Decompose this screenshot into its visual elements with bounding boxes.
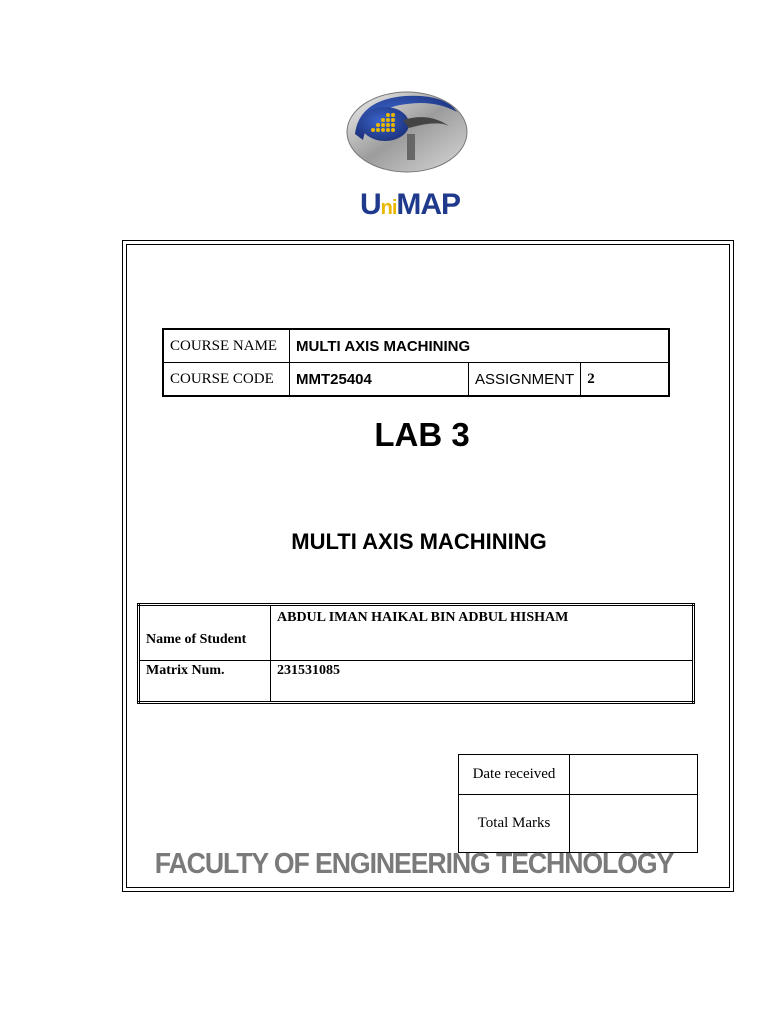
course-code-label: COURSE CODE (163, 363, 290, 397)
student-info-table (137, 603, 695, 704)
student-name-value: ABDUL IMAN HAIKAL BIN ADBUL HISHAM (271, 605, 694, 661)
faculty-name: FACULTY OF ENGINEERING TECHNOLOGY (154, 848, 674, 880)
marks-table (458, 754, 698, 853)
course-name-label: COURSE NAME (163, 329, 290, 363)
student-name-label: Name of Student (139, 605, 271, 661)
course-name-value: MULTI AXIS MACHINING (290, 329, 670, 363)
date-received-label: Date received (459, 755, 570, 795)
date-received-value (570, 755, 698, 795)
matrix-num-label: Matrix Num. (139, 661, 271, 703)
matrix-num-value: 231531085 (271, 661, 694, 703)
assignment-value: 2 (581, 363, 669, 397)
subject-title: MULTI AXIS MACHINING (291, 529, 547, 554)
svg-text:UniMAP: UniMAP (359, 188, 461, 220)
assignment-label: ASSIGNMENT (469, 363, 581, 397)
course-info-table (162, 328, 670, 397)
total-marks-label: Total Marks (459, 795, 570, 853)
unimap-logo (345, 90, 475, 220)
lab-title: LAB 3 (374, 416, 470, 453)
course-code-value: MMT25404 (290, 363, 469, 397)
total-marks-value (570, 795, 698, 853)
